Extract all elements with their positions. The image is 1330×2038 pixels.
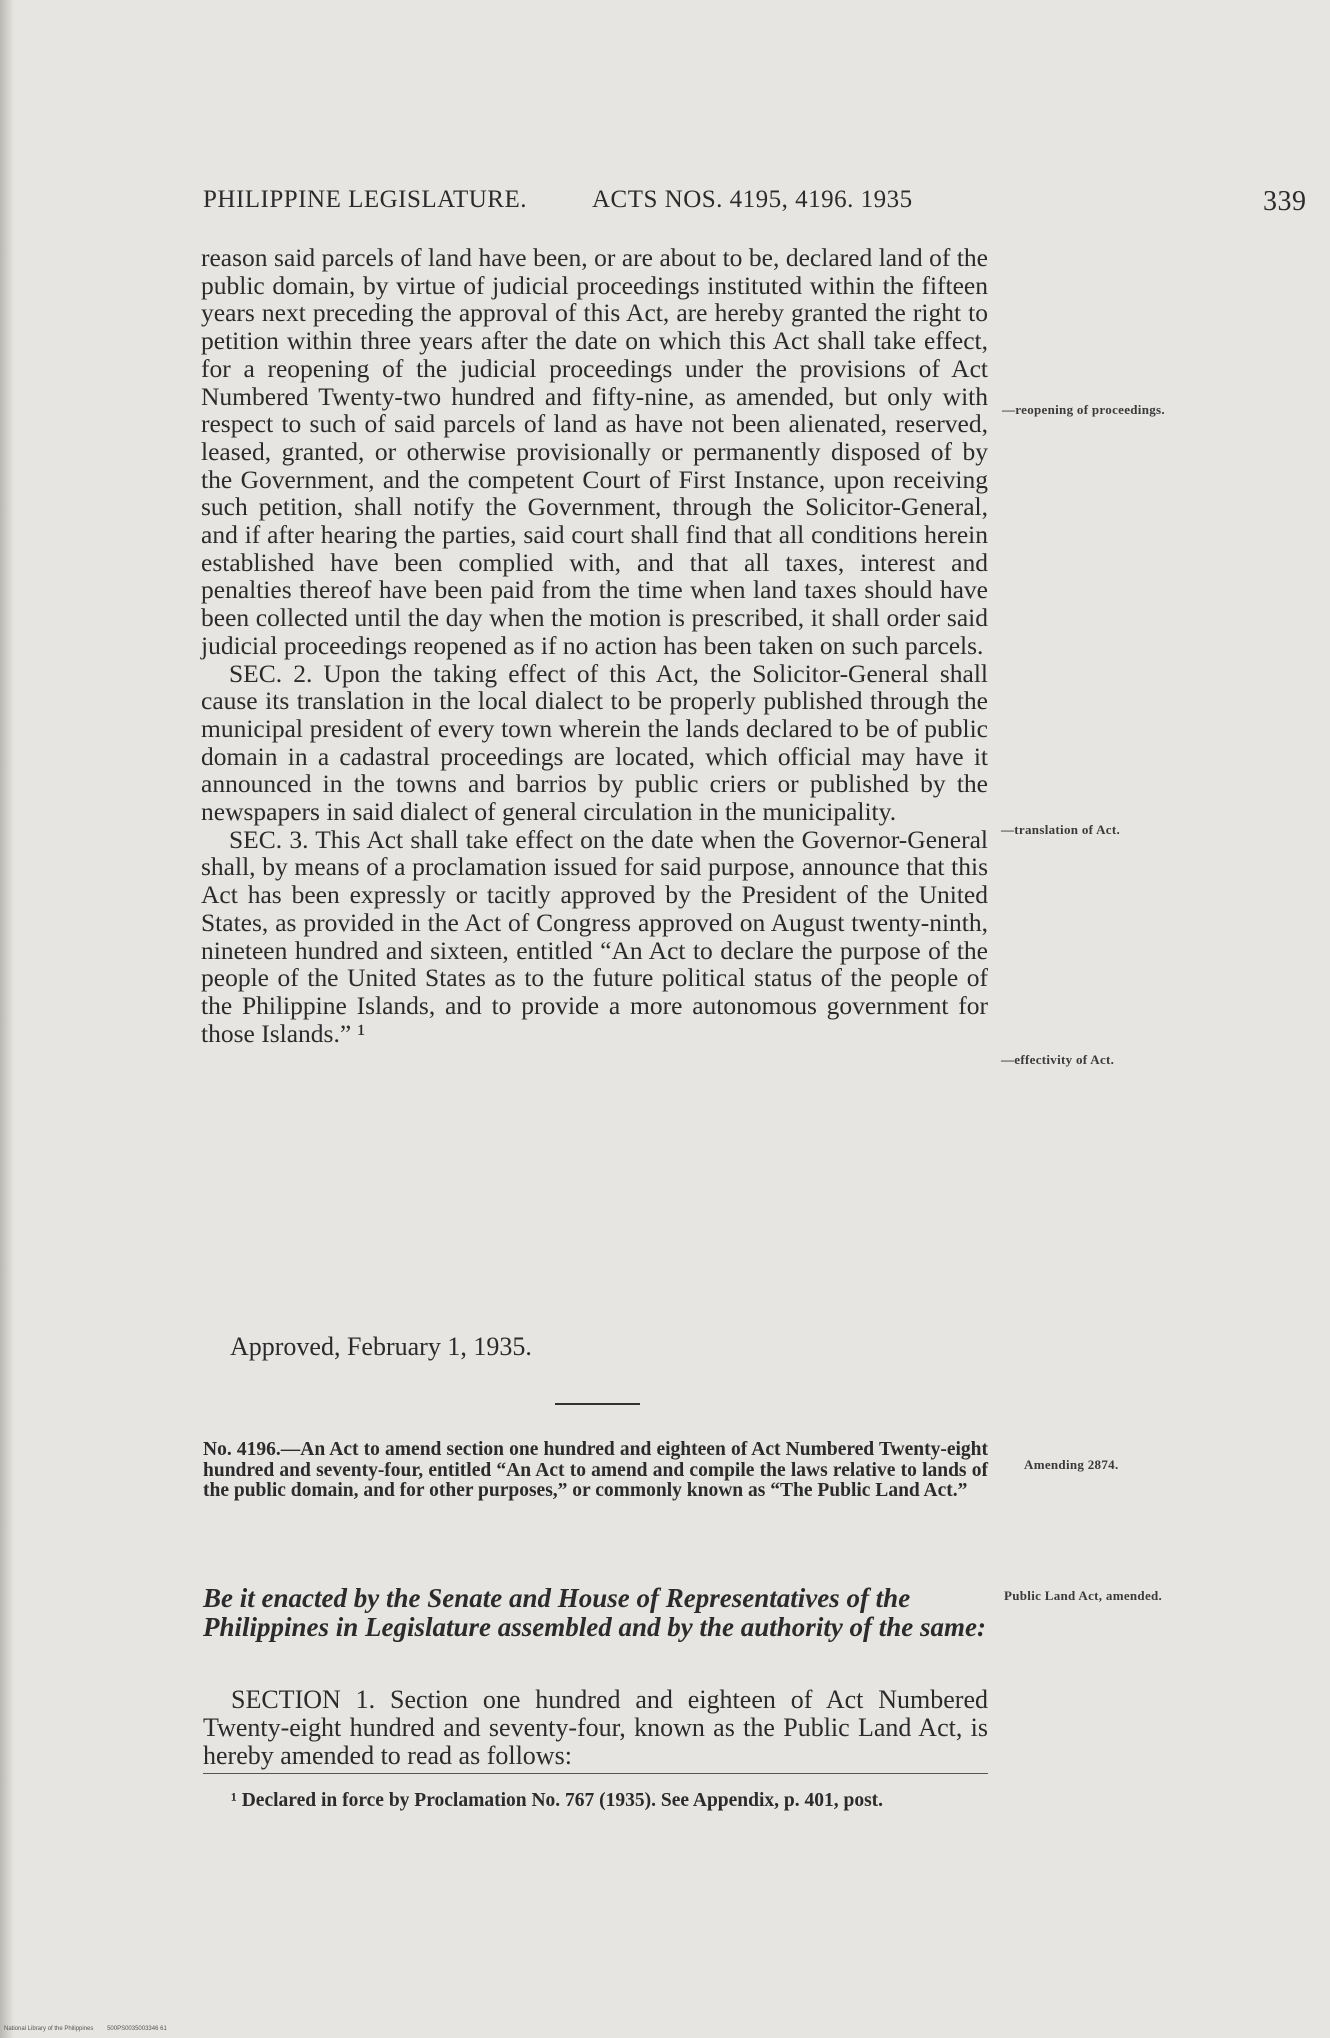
paragraph-continuation: reason said parcels of land have been, or are about to be, declared land of the public domain, by virtue of judicial proceedings instituted within the fifteen years next preceding the approval of this Act, are hereby granted the right to petition within three years after the date on which this Act shall take effect, for a reopening of the judicial proceedings under the provisions of Act Numbered Twenty-two hundred and fifty-nine, as amended, but only with respect to such of said parcels of land as have not been alienated, reserved, leased, granted, or otherwise provisionally or permanently disposed of by the Government, and the competent Court of First Instance, upon receiving such petition, shall notify the Government, through the Solicitor-General, and if after hearing the parties, said court shall find that all conditions herein established have been complied with, and that all taxes, interest and penalties thereof have been paid from the time when land taxes should have been collected until the day when the motion is prescribed, it shall order said judicial proceedings reopened as if no action has been taken on such parcels.	[201, 243, 988, 660]
section-divider	[555, 1403, 640, 1405]
act-4196-title: No. 4196.—An Act to amend section one hundred and eighteen of Act Numbered Twenty-eight hundred and seventy-four, entitled “An Act to amend and compile the laws relative to lands of the public domain, and for other purposes,” or commonly known as “The Public Land Act.”	[203, 1439, 988, 1501]
main-text	[201, 244, 988, 1047]
paragraph-section-2: SEC. 2. Upon the taking effect of this Act, the Solicitor-General shall cause its translation in the local dialect to be properly published through the municipal president of every town wherein the lands declared to be of public domain in a cadastral proceedings are located, which official may have it announced in the towns and barrios by public criers or published by the newspapers in said dialect of general circulation in the municipality.	[201, 658, 988, 827]
margin-note-effectivity: —effectivity of Act.	[1001, 1052, 1115, 1067]
stamp-id: 500PS0035003346 61	[107, 2026, 167, 2032]
page-number: 339	[1263, 186, 1307, 217]
paragraph-section-3: SEC. 3. This Act shall take effect on the date when the Governor-General shall, by means of a proclamation issued for said purpose, announce that this Act has been expressly or tacitly approved by the President of the United States, as provided in the Act of Congress approved on August twenty-ninth, nineteen hundred and sixteen, entitled “An Act to declare the purpose of the people of the United States as to the future political status of the people of the Philippine Islands, and to provide a more autonomous government for those Islands.” ¹	[201, 824, 988, 1048]
running-header	[203, 186, 1313, 226]
footnote-rule	[203, 1773, 988, 1774]
margin-note-reopening: —reopening of proceedings.	[1002, 402, 1165, 417]
section-1-text: SECTION 1. Section one hundred and eighteen of Act Numbered Twenty-eight hundred and seventy-four, known as the Public Land Act, is hereby amended to read as follows:	[203, 1685, 988, 1770]
header-acts: ACTS NOS. 4195, 4196. 1935	[592, 186, 913, 213]
stamp-library: National Library of the Philippines	[4, 2026, 94, 2032]
header-title: PHILIPPINE LEGISLATURE.	[203, 186, 527, 213]
approval-line: Approved, February 1, 1935.	[230, 1332, 532, 1361]
footnote: ¹ Declared in force by Proclamation No. 767 (1935). See Appendix, p. 401, post.	[231, 1790, 884, 1811]
scan-stamp	[4, 2026, 167, 2032]
enacting-clause: Be it enacted by the Senate and House of Representatives of the Philippines in Legislature assembled and by the authority of the same:	[203, 1583, 987, 1642]
page-edge-shadow	[0, 0, 14, 2038]
margin-note-amending: Amending 2874.	[1024, 1457, 1119, 1472]
margin-note-public-land: Public Land Act, amended.	[1004, 1588, 1163, 1603]
margin-note-translation: —translation of Act.	[1001, 822, 1121, 837]
